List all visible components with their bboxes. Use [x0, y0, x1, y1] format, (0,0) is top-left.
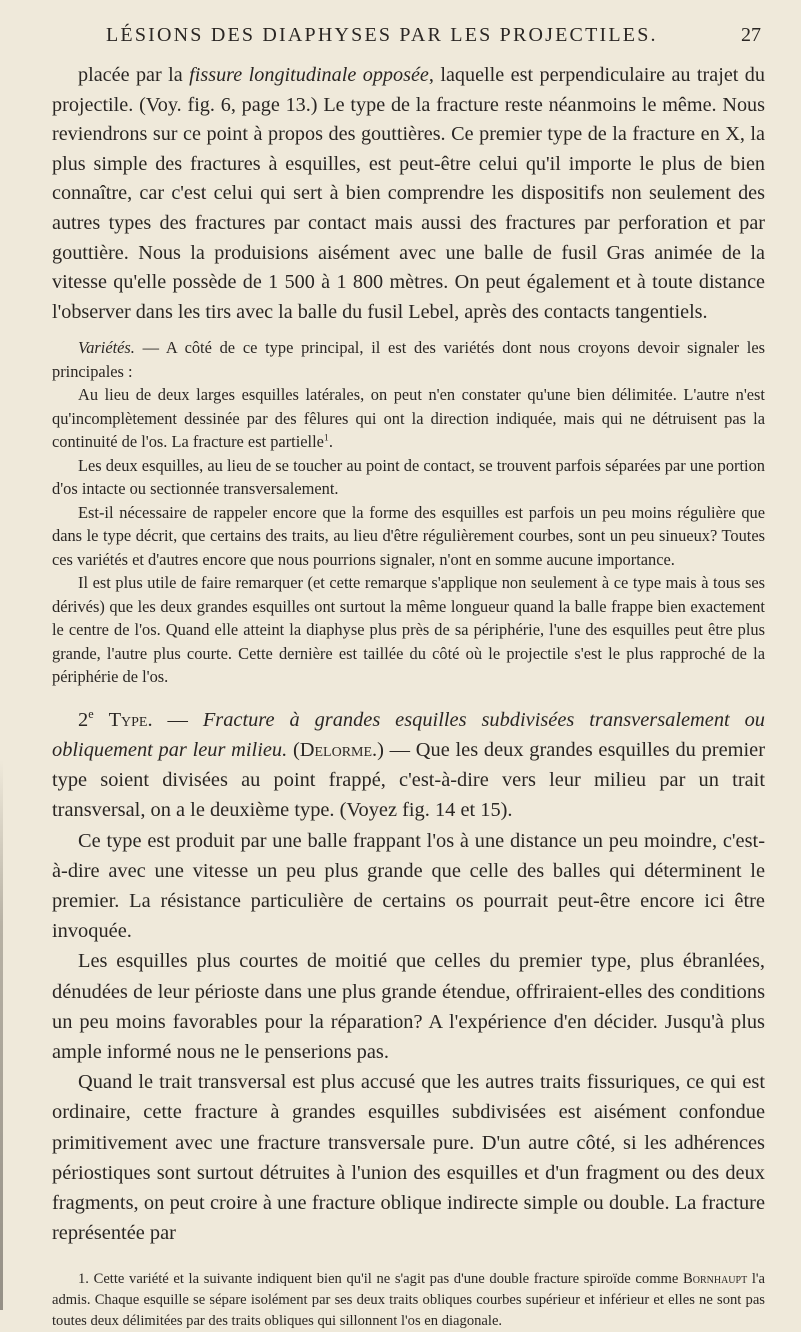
- varietes-section: [52, 336, 765, 689]
- footnote-paragraph: [52, 1269, 765, 1332]
- type-2-paragraph-3: Les esquilles plus courtes de moitié que celles du premier type, plus ébranlées, dénudées de leur périoste dans une plus grande étendue, offriraient-elles des conditions un peu moins favorables pour la réparation? A l'expérience d'en décider. Jusqu'à plus ample informé nous ne le penserions pas.: [52, 950, 765, 1064]
- varietes-paragraph-2: [52, 383, 765, 454]
- ordinal-suffix: e: [88, 707, 94, 722]
- text-run: .): [372, 739, 384, 762]
- type-2-paragraph-1: [52, 705, 765, 826]
- varietes-paragraph-1: [52, 336, 765, 383]
- type-2-paragraph-4: Quand le trait transversal est plus accusé que les autres traits fissuriques, ce qui est ordinaire, cette fracture à grandes esquilles subdivisées est aisément confondue primitivement avec une fracture transversale pure. D'un autre côté, si les adhérences périostiques sont surtout détruites à l'union des esquilles et d'un fragment ou des deux fragments, on peut croire à une fracture oblique indirecte simple ou double. La fracture représentée par: [52, 1071, 765, 1245]
- author-name: Delorme: [299, 739, 373, 762]
- text-run: , laquelle est perpendiculaire au trajet du projectile. (Voy. fig. 6, page 13.) Le type de la fracture reste néanmoins le même. Nous reviendrons sur ce point à propos des gouttières. Ce premier type de la fracture en X, la plus simple des fractures à esquilles, est peut-être celui qu'il importe le plus de bien connaître, car c'est celui qui sert à bien comprendre les dispositifs non seulement des autres types des fractures par contact mais aussi des fractures par perforation et par gouttière. Nous la produisions aisément avec une balle de fusil Gras animée de la vitesse qu'elle possède de 1 500 à 1 800 mètres. On peut également et à toute distance l'observer dans les tirs avec la balle du fusil Lebel, après des contacts tangentiels.: [52, 64, 765, 323]
- type-2-paragraph-2: Ce type est produit par une balle frappant l'os à une distance un peu moindre, c'est-à-dire avec une vitesse un peu plus grande que celle des balles qui déterminent le premier. La résistance particulière de certains os pourrait peut-être encore ici être invoquée.: [52, 829, 765, 943]
- text-run: .: [328, 432, 333, 452]
- type-label: Type.: [108, 708, 153, 731]
- type-2-section: [52, 705, 765, 1249]
- text-run: Au lieu de deux larges esquilles latérales, on peut n'en constater qu'une bien délimitée. L'autre n'est qu'incomplètement dessinée par des fêlures qui ont la direction indiquée, mais qui ne détruisent pas la continuité de l'os. La fracture est partielle: [52, 385, 765, 452]
- type-2-title: Fracture à grandes esquilles subdivisées transversalement ou obliquement par leur milieu.: [52, 708, 765, 762]
- text-run: placée par la: [78, 64, 190, 86]
- intro-section: [52, 61, 765, 327]
- footnote: [52, 1269, 765, 1332]
- italic-term: fissure longitudinale opposée: [189, 64, 429, 86]
- text-run: — A côté de ce type principal, il est des variétés dont nous croyons devoir signaler les principales :: [52, 338, 765, 381]
- author-name: Bornhaupt: [683, 1270, 748, 1287]
- varietes-paragraph-5: Il est plus utile de faire remarquer (et cette remarque s'applique non seulement à ce type mais à tous ses dérivés) que les deux grandes esquilles ont surtout la même longueur quand la balle frappe bien exactement le centre de l'os. Quand elle atteint la diaphyse plus près de sa périphérie, l'une des esquilles peut être plus grande, l'autre plus courte. Cette dernière est taillée du côté où le projectile s'est le plus rapproché de la périphérie de l'os.: [52, 573, 765, 687]
- footnote-ref[interactable]: 1: [323, 432, 329, 444]
- text-run: (: [287, 739, 300, 762]
- page-number: 27: [741, 24, 761, 46]
- text-run: —: [152, 708, 203, 731]
- running-header: [52, 24, 765, 47]
- text-run: — Que les deux grandes esquilles du premier type soient divisées au point frappé, c'est-à-dire vers leur milieu par un trait transversal, on a le deuxième type. (Voyez fig. 14 et 15).: [52, 739, 766, 822]
- intro-paragraph: [52, 61, 765, 327]
- footnote-mark: 1.: [78, 1270, 89, 1287]
- text-run: l'a admis. Chaque esquille se sépare isolément par ses deux traits obliques courbes supérieur et inférieur et elles ne sont pas toutes deux délimitées par des traits obliques qui sillonnent l'os en diagonale.: [52, 1270, 766, 1329]
- varietes-heading: Variétés.: [78, 338, 135, 358]
- type-number: 2: [78, 708, 89, 731]
- varietes-paragraph-4: Est-il nécessaire de rappeler encore que la forme des esquilles est parfois un peu moins régulière que dans le type décrit, que certains des traits, au lieu d'être régulièrement courbes, sont un peu sinueux? Toutes ces variétés et d'autres encore que nous pourrions signaler, n'ont en somme aucune importance.: [52, 502, 765, 569]
- varietes-paragraph-3: Les deux esquilles, au lieu de se toucher au point de contact, se trouvent parfois séparées par une portion d'os intacte ou sectionnée transversalement.: [52, 455, 765, 499]
- text-run: Cette variété et la suivante indiquent bien qu'il ne s'agit pas d'une double fracture spiroïde comme: [88, 1270, 684, 1287]
- page-edge-shadow: [0, 760, 3, 1310]
- running-title: LÉSIONS DES DIAPHYSES PAR LES PROJECTILES.: [106, 24, 658, 46]
